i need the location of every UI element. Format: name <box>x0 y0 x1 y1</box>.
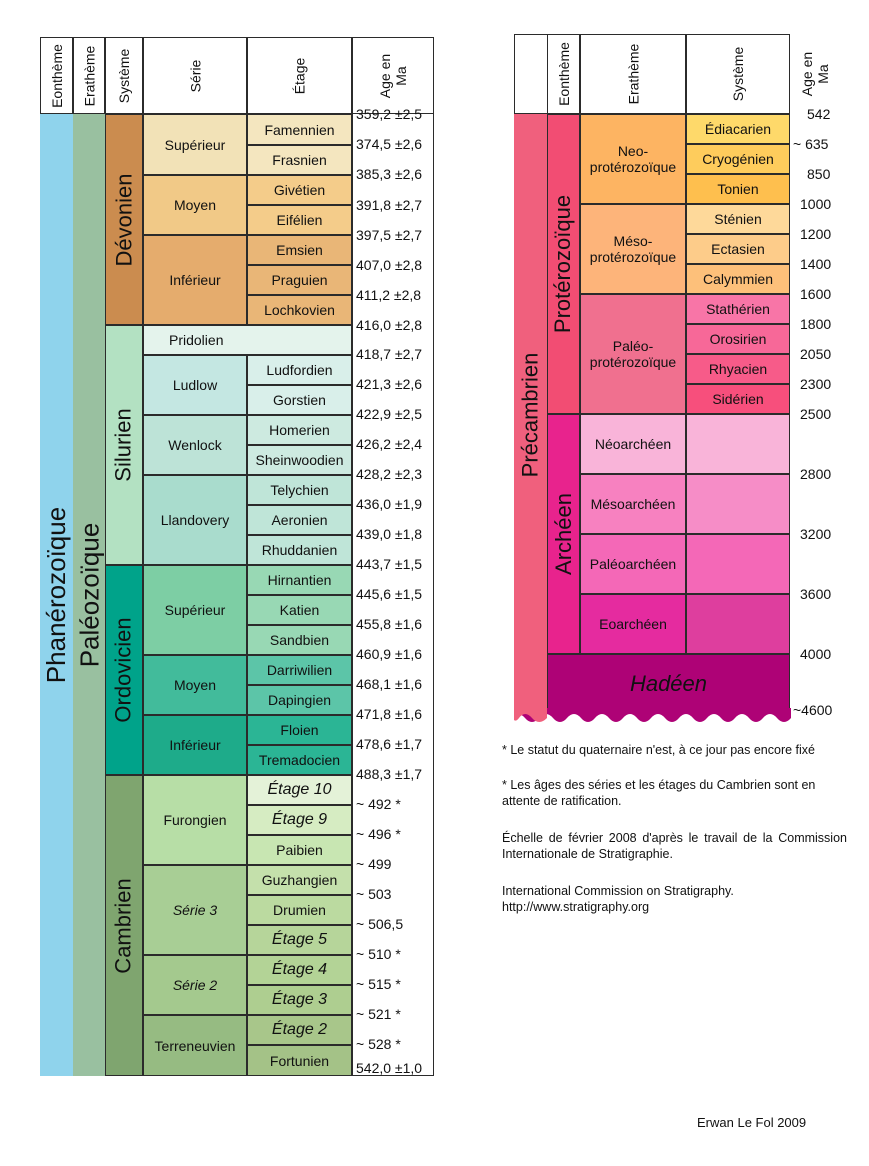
age-label: 1400 <box>800 256 832 272</box>
age-label: 2800 <box>800 466 832 482</box>
age-label: 488,3 ±1,7 <box>356 766 423 782</box>
series-ordovicien-inferieur: Inférieur <box>143 715 247 775</box>
age-label: 478,6 ±1,7 <box>356 736 423 752</box>
age-label: ~ 496 * <box>356 826 401 842</box>
era-neoarcheen: Néoarchéen <box>580 414 686 474</box>
note-quaternaire: * Le statut du quaternaire n'est, à ce jour pas encore fixé <box>502 743 815 757</box>
age-label: 1600 <box>800 286 832 302</box>
age-label: 542 <box>807 106 831 122</box>
series-ludlow: Ludlow <box>143 355 247 415</box>
age-label: 542,0 ±1,0 <box>356 1060 423 1076</box>
header-eratheme: Erathème <box>73 37 105 114</box>
stage-guzhangien: Guzhangien <box>247 865 352 895</box>
series-pridolien: Pridolien <box>143 325 352 355</box>
age-label: ~ 503 <box>356 886 392 902</box>
series-devonien-superieur: Supérieur <box>143 114 247 175</box>
age-label: 397,5 ±2,7 <box>356 227 423 243</box>
series-terreneuvien: Terreneuvien <box>143 1015 247 1076</box>
age-label: 2300 <box>800 376 832 392</box>
stage-sheinwoodien: Sheinwoodien <box>247 445 352 475</box>
age-label: 407,0 ±2,8 <box>356 257 423 273</box>
system-cryogenien: Cryogénien <box>686 144 790 174</box>
system-silurien: Silurien <box>105 325 143 565</box>
series-serie-2: Série 2 <box>143 955 247 1015</box>
system-devonien: Dévonien <box>105 114 143 325</box>
note-url: http://www.stratigraphy.org <box>502 900 650 914</box>
age-label: 411,2 ±2,8 <box>356 287 422 303</box>
era-paleoproterozoique: Paléo- protérozoïque <box>580 294 686 414</box>
age-label: 3200 <box>800 526 832 542</box>
age-label: ~ 510 * <box>356 946 401 962</box>
stage-eifelien: Eifélien <box>247 205 352 235</box>
era-mesoarcheen-fill <box>686 474 790 534</box>
age-label: 4000 <box>800 646 832 662</box>
series-furongien: Furongien <box>143 775 247 865</box>
stage-lochkovien: Lochkovien <box>247 295 352 325</box>
age-label: ~ 521 * <box>356 1006 401 1022</box>
system-siderien: Sidérien <box>686 384 790 414</box>
stage-etage-3: Étage 3 <box>247 985 352 1015</box>
stage-tremadocien: Tremadocien <box>247 745 352 775</box>
stage-paibien: Paibien <box>247 835 352 865</box>
wavy-bottom-edge <box>514 708 791 726</box>
stage-etage-10: Étage 10 <box>247 775 352 805</box>
series-llandovery: Llandovery <box>143 475 247 565</box>
system-cambrien: Cambrien <box>105 775 143 1076</box>
era-mesoproterozoique: Méso- protérozoïque <box>580 204 686 294</box>
header-age-right: Age en Ma <box>799 51 831 97</box>
age-label: 850 <box>807 166 831 182</box>
era-eoarcheen-fill <box>686 594 790 654</box>
age-label: 385,3 ±2,6 <box>356 166 423 182</box>
age-label: 439,0 ±1,8 <box>356 526 423 542</box>
stage-etage-5: Étage 5 <box>247 925 352 955</box>
age-label: 436,0 ±1,9 <box>356 496 423 512</box>
age-label: 445,6 ±1,5 <box>356 586 423 602</box>
note-cambrien: * Les âges des séries et les étages du Cambrien sont en attente de ratification. <box>502 778 816 808</box>
eon-precambrien: Précambrien <box>514 114 547 715</box>
age-label: ~ 499 <box>356 856 392 872</box>
age-label: 443,7 ±1,5 <box>356 556 423 572</box>
stage-etage-4: Étage 4 <box>247 955 352 985</box>
stage-givetien: Givétien <box>247 175 352 205</box>
stage-rhuddanien: Rhuddanien <box>247 535 352 565</box>
system-stenien: Sténien <box>686 204 790 234</box>
header-systeme: Système <box>105 37 143 114</box>
series-serie-3: Série 3 <box>143 865 247 955</box>
age-label: ~ 515 * <box>356 976 401 992</box>
age-label: 418,7 ±2,7 <box>356 346 423 362</box>
age-label: 460,9 ±1,6 <box>356 646 423 662</box>
age-label: 428,2 ±2,3 <box>356 466 423 482</box>
system-ectasien: Ectasien <box>686 234 790 264</box>
header-eontheme-right-col: Eonthème <box>547 34 580 114</box>
stage-gorstien: Gorstien <box>247 385 352 415</box>
header-systeme-right: Système <box>686 34 790 114</box>
age-label: 3600 <box>800 586 832 602</box>
age-label: 2050 <box>800 346 832 362</box>
header-eratheme-right: Erathème <box>580 34 686 114</box>
stage-famennien: Famennien <box>247 114 352 145</box>
age-label: ~4600 <box>793 702 833 718</box>
age-label: 374,5 ±2,6 <box>356 136 423 152</box>
age-label: 1800 <box>800 316 832 332</box>
age-label: 2500 <box>800 406 832 422</box>
eon-phanerozoique: Phanérozoïque <box>40 114 73 1076</box>
header-etage: Étage <box>247 37 352 114</box>
stage-katien: Katien <box>247 595 352 625</box>
stage-ludfordien: Ludfordien <box>247 355 352 385</box>
stage-hirnantien: Hirnantien <box>247 565 352 595</box>
series-ordovicien-moyen: Moyen <box>143 655 247 715</box>
age-label: 455,8 ±1,6 <box>356 616 423 632</box>
age-label: ~ 506,5 <box>356 916 404 932</box>
header-age: Age en Ma <box>352 37 434 114</box>
eon-proterozoique: Protérozoïque <box>547 114 580 414</box>
series-devonien-moyen: Moyen <box>143 175 247 235</box>
stage-sandbien: Sandbien <box>247 625 352 655</box>
age-label: ~ 635 <box>793 136 829 152</box>
era-eoarcheen: Eoarchéen <box>580 594 686 654</box>
age-label: ~ 492 * <box>356 796 401 812</box>
age-label: 426,2 ±2,4 <box>356 436 423 452</box>
era-neoarcheen-fill <box>686 414 790 474</box>
age-label: 391,8 ±2,7 <box>356 197 423 213</box>
stage-frasnien: Frasnien <box>247 145 352 175</box>
eon-hadeen: Hadéen <box>547 654 790 712</box>
system-statherien: Stathérien <box>686 294 790 324</box>
age-label: 416,0 ±2,8 <box>356 317 423 333</box>
series-ordovicien-superieur: Supérieur <box>143 565 247 655</box>
system-ediacarien: Édiacarien <box>686 114 790 144</box>
stage-dapingien: Dapingien <box>247 685 352 715</box>
stage-emsien: Emsien <box>247 235 352 265</box>
system-ordovicien: Ordovicien <box>105 565 143 775</box>
era-mesoarcheen: Mésoarchéen <box>580 474 686 534</box>
age-label: 1200 <box>800 226 832 242</box>
note-echelle: Échelle de février 2008 d'après le travail de la Commission Internationale de Stratigraphie. <box>502 831 847 861</box>
system-orosirien: Orosirien <box>686 324 790 354</box>
stage-aeronien: Aeronien <box>247 505 352 535</box>
era-paleoarcheen-fill <box>686 534 790 594</box>
header-serie: Série <box>143 37 247 114</box>
era-paleoarcheen: Paléoarchéen <box>580 534 686 594</box>
header-eontheme: Eonthème <box>40 37 73 114</box>
age-label: 421,3 ±2,6 <box>356 376 423 392</box>
stage-homerien: Homerien <box>247 415 352 445</box>
author-credit: Erwan Le Fol 2009 <box>697 1115 807 1130</box>
stage-fortunien: Fortunien <box>247 1045 352 1076</box>
stage-floien: Floien <box>247 715 352 745</box>
stage-etage-2: Étage 2 <box>247 1015 352 1045</box>
stage-darriwilien: Darriwilien <box>247 655 352 685</box>
age-label: 1000 <box>800 196 832 212</box>
stage-drumien: Drumien <box>247 895 352 925</box>
era-paleozoique: Paléozoïque <box>73 114 105 1076</box>
series-devonien-inferieur: Inférieur <box>143 235 247 325</box>
age-label: 359,2 ±2,5 <box>356 106 423 122</box>
age-label: 471,8 ±1,6 <box>356 706 423 722</box>
stage-praguien: Praguien <box>247 265 352 295</box>
system-calymmien: Calymmien <box>686 264 790 294</box>
series-wenlock: Wenlock <box>143 415 247 475</box>
system-tonien: Tonien <box>686 174 790 204</box>
age-label: 468,1 ±1,6 <box>356 676 423 692</box>
eon-archeen: Archéen <box>547 414 580 654</box>
stage-etage-9: Étage 9 <box>247 805 352 835</box>
era-neoproterozoique: Neo- protérozoïque <box>580 114 686 204</box>
system-rhyacien: Rhyacien <box>686 354 790 384</box>
age-label: 422,9 ±2,5 <box>356 406 423 422</box>
note-ics: International Commission on Stratigraphy. <box>502 884 734 898</box>
age-label: ~ 528 * <box>356 1036 401 1052</box>
stage-telychien: Telychien <box>247 475 352 505</box>
header-eontheme-right <box>514 34 547 114</box>
